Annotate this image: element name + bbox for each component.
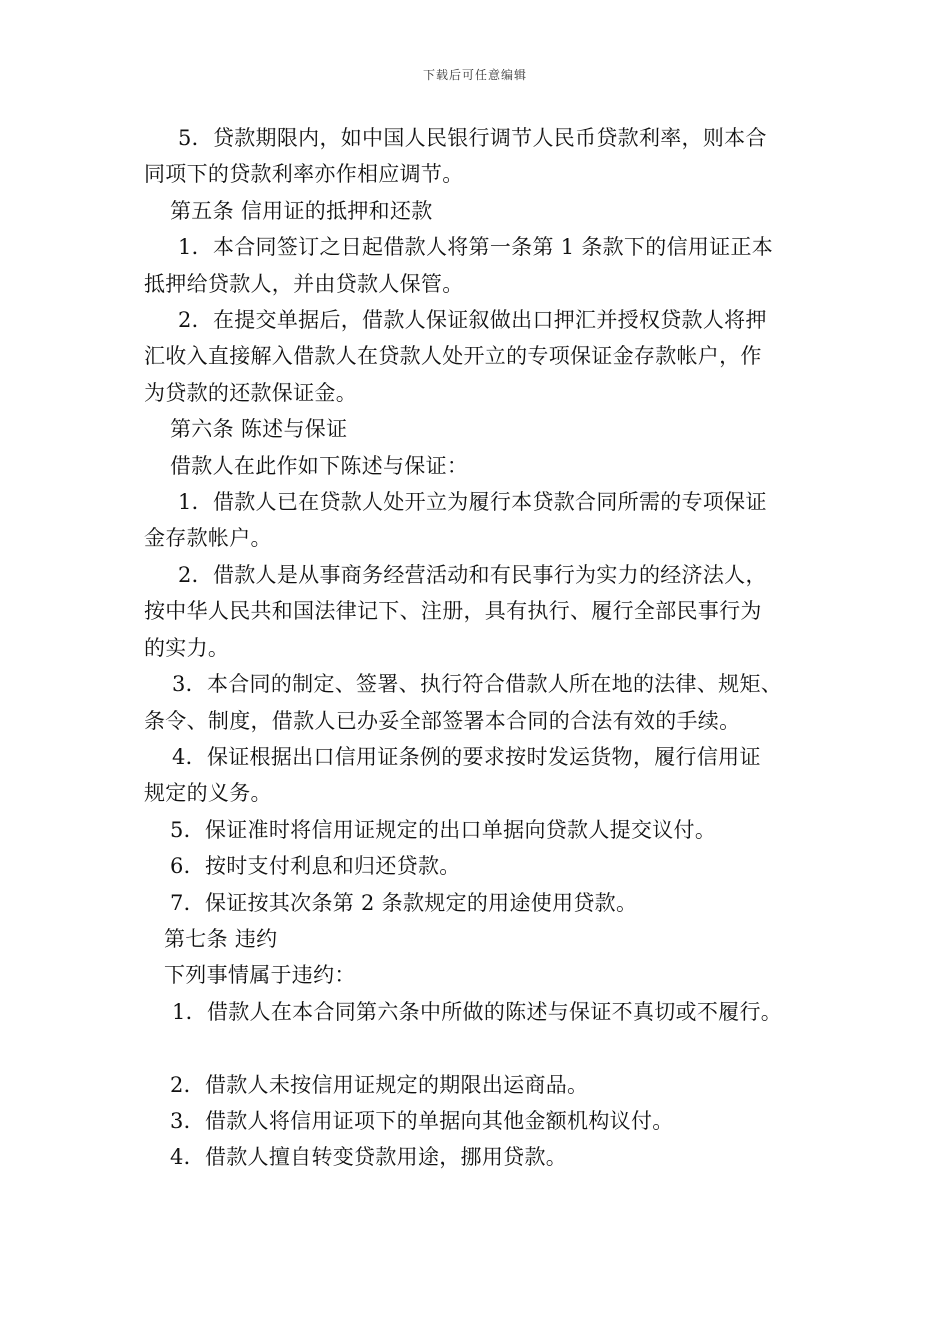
document-line: 4．保证根据出口信用证条例的要求按时发运货物，履行信用证 (172, 744, 761, 769)
document-line: 4．借款人擅自转变贷款用途，挪用贷款。 (170, 1145, 568, 1170)
document-line: 金存款帐户。 (144, 526, 272, 551)
document-line: 为贷款的还款保证金。 (144, 380, 357, 405)
document-line (144, 1030, 816, 1066)
page-header-note: 下载后可任意编辑 (422, 68, 527, 82)
document-line: 3．借款人将信用证项下的单据向其他金额机构议付。 (170, 1108, 674, 1133)
document-line: 7．保证按其次条第 2 条款规定的用途使用贷款。 (170, 890, 638, 915)
document-line: 同项下的贷款利率亦作相应调节。 (144, 162, 464, 187)
document-line: 6．按时支付利息和归还贷款。 (170, 854, 461, 879)
document-line: 第六条 陈述与保证 (170, 417, 348, 442)
document-line: 1．借款人已在贷款人处开立为履行本贷款合同所需的专项保证 (178, 490, 767, 515)
document-line: 汇收入直接解入借款人在贷款人处开立的专项保证金存款帐户，作 (144, 344, 762, 369)
document-line: 1．借款人在本合同第六条中所做的陈述与保证不真切或不履行。 (172, 999, 783, 1024)
document-line: 3．本合同的制定、签署、执行符合借款人所在地的法律、规矩、 (172, 672, 783, 697)
document-line: 5．保证准时将信用证规定的出口单据向贷款人提交议付。 (170, 817, 717, 842)
document-line: 第五条 信用证的抵押和还款 (170, 198, 433, 223)
document-line: 规定的义务。 (144, 781, 272, 806)
document-line: 按中华人民共和国法律记下、注册，具有执行、履行全部民事行为 (144, 599, 762, 624)
document-line: 5．贷款期限内，如中国人民银行调节人民币贷款利率，则本合 (178, 126, 767, 150)
document-body (144, 120, 816, 1176)
document-line: 1．本合同签订之日起借款人将第一条第 1 条款下的信用证正本 (178, 235, 774, 260)
document-line: 下列事情属于违约： (164, 963, 356, 988)
document-line: 2．在提交单据后，借款人保证叙做出口押汇并授权贷款人将押 (178, 308, 767, 333)
document-line: 2．借款人是从事商务经营活动和有民事行为实力的经济法人， (178, 562, 767, 587)
document-line: 条令、制度，借款人已办妥全部签署本合同的合法有效的手续。 (144, 708, 741, 733)
document-line: 借款人在此作如下陈述与保证： (170, 453, 469, 478)
document-line: 抵押给贷款人，并由贷款人保管。 (144, 271, 464, 296)
document-line: 的实力。 (144, 635, 230, 660)
document-line: 第七条 违约 (164, 926, 278, 951)
document-line: 2．借款人未按信用证规定的期限出运商品。 (170, 1072, 589, 1097)
